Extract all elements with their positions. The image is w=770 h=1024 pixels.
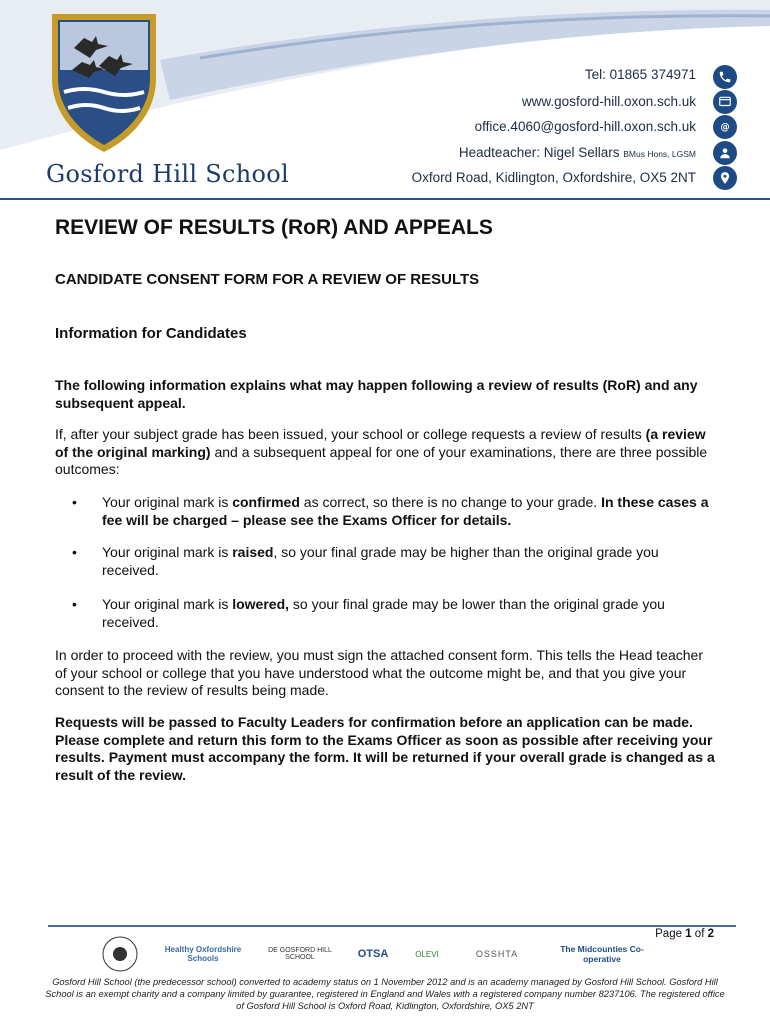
outcome-confirmed: Your original mark is confirmed as correct, so there is no change to your grade. In these cases a fee will be charged – please see the Exams Officer for details. (102, 494, 709, 528)
section-heading: Information for Candidates (55, 325, 247, 342)
headteacher-name: Headteacher: Nigel Sellars (458, 145, 624, 160)
legal-footnote: Gosford Hill School (the predecessor school) converted to academy status on 1 November 2012 and is an academy managed by Gosford Hill School. Gosford Hill School is an exempt charity and a company limited by guarantee, registered in England and Wales with a registered company number 8237106. The registered office of Gosford Hill School is Oxford Road, Kidlington, Oxfordshire, OX5 2NT (45, 977, 725, 1011)
healthy-schools-logo: Healthy Oxfordshire Schools (164, 945, 242, 963)
gosford-de-logo: DE GOSFORD HILL SCHOOL (268, 947, 332, 961)
contact-address: Oxford Road, Kidlington, Oxfordshire, OX5 2NT (411, 170, 696, 185)
svg-text:@: @ (720, 121, 730, 133)
headteacher-quals: BMus Hons, LGSM (623, 149, 696, 159)
contact-email: office.4060@gosford-hill.oxon.sch.uk (474, 119, 696, 134)
contact-web: www.gosford-hill.oxon.sch.uk (521, 94, 696, 109)
school-crest-logo (44, 8, 164, 156)
arts-council-logo (90, 935, 150, 973)
bullet-dot: • (72, 596, 77, 612)
requests-paragraph: Requests will be passed to Faculty Leaders for confirmation before an application can be made. Please complete and return this form to the Exams Officer as soon as possible after receiving your results. Payment must accompany the form. It will be returned if your overall grade is changed as a result of the review. (55, 714, 715, 783)
otsa-logo: OTSA (357, 948, 389, 960)
email-icon (713, 115, 737, 139)
outcomes-paragraph: If, after your subject grade has been issued, your school or college requests a review of results (a review of the original marking) and a subsequent appeal for one of your examinations, there are three possible outcomes: (55, 426, 708, 477)
phone-icon (713, 65, 737, 89)
intro-paragraph: The following information explains what may happen following a review of results (RoR) and any subsequent appeal. (55, 377, 698, 411)
osshta-logo: OSSHTA (475, 949, 519, 959)
page-number: Page 1 of 2 (655, 928, 714, 940)
person-icon (713, 141, 737, 165)
bullet-dot: • (72, 494, 77, 510)
olevi-logo: OLEVI (415, 949, 439, 959)
footer-divider (48, 925, 736, 927)
contact-headteacher (459, 145, 696, 160)
website-icon (713, 90, 737, 114)
contact-tel: Tel: 01865 374971 (584, 67, 696, 82)
partner-logos (90, 935, 690, 973)
midcounties-logo: The Midcounties Co-operative (560, 944, 644, 964)
consent-paragraph: In order to proceed with the review, you must sign the attached consent form. This tells the Head teacher of your school or college that you have understood what the outcome might be, and that you give your consent to the review of results being made. (55, 647, 703, 698)
bullet-dot: • (72, 544, 77, 560)
school-name: Gosford Hill School (46, 160, 289, 188)
header-divider (0, 198, 770, 200)
outcome-raised: Your original mark is raised, so your final grade may be higher than the original grade you received. (102, 544, 659, 578)
document-title: REVIEW OF RESULTS (RoR) AND APPEALS (55, 216, 493, 239)
location-icon (713, 166, 737, 190)
document-subtitle: CANDIDATE CONSENT FORM FOR A REVIEW OF RESULTS (55, 271, 480, 288)
outcome-lowered: Your original mark is lowered, so your final grade may be lower than the original grade you received. (102, 596, 665, 630)
